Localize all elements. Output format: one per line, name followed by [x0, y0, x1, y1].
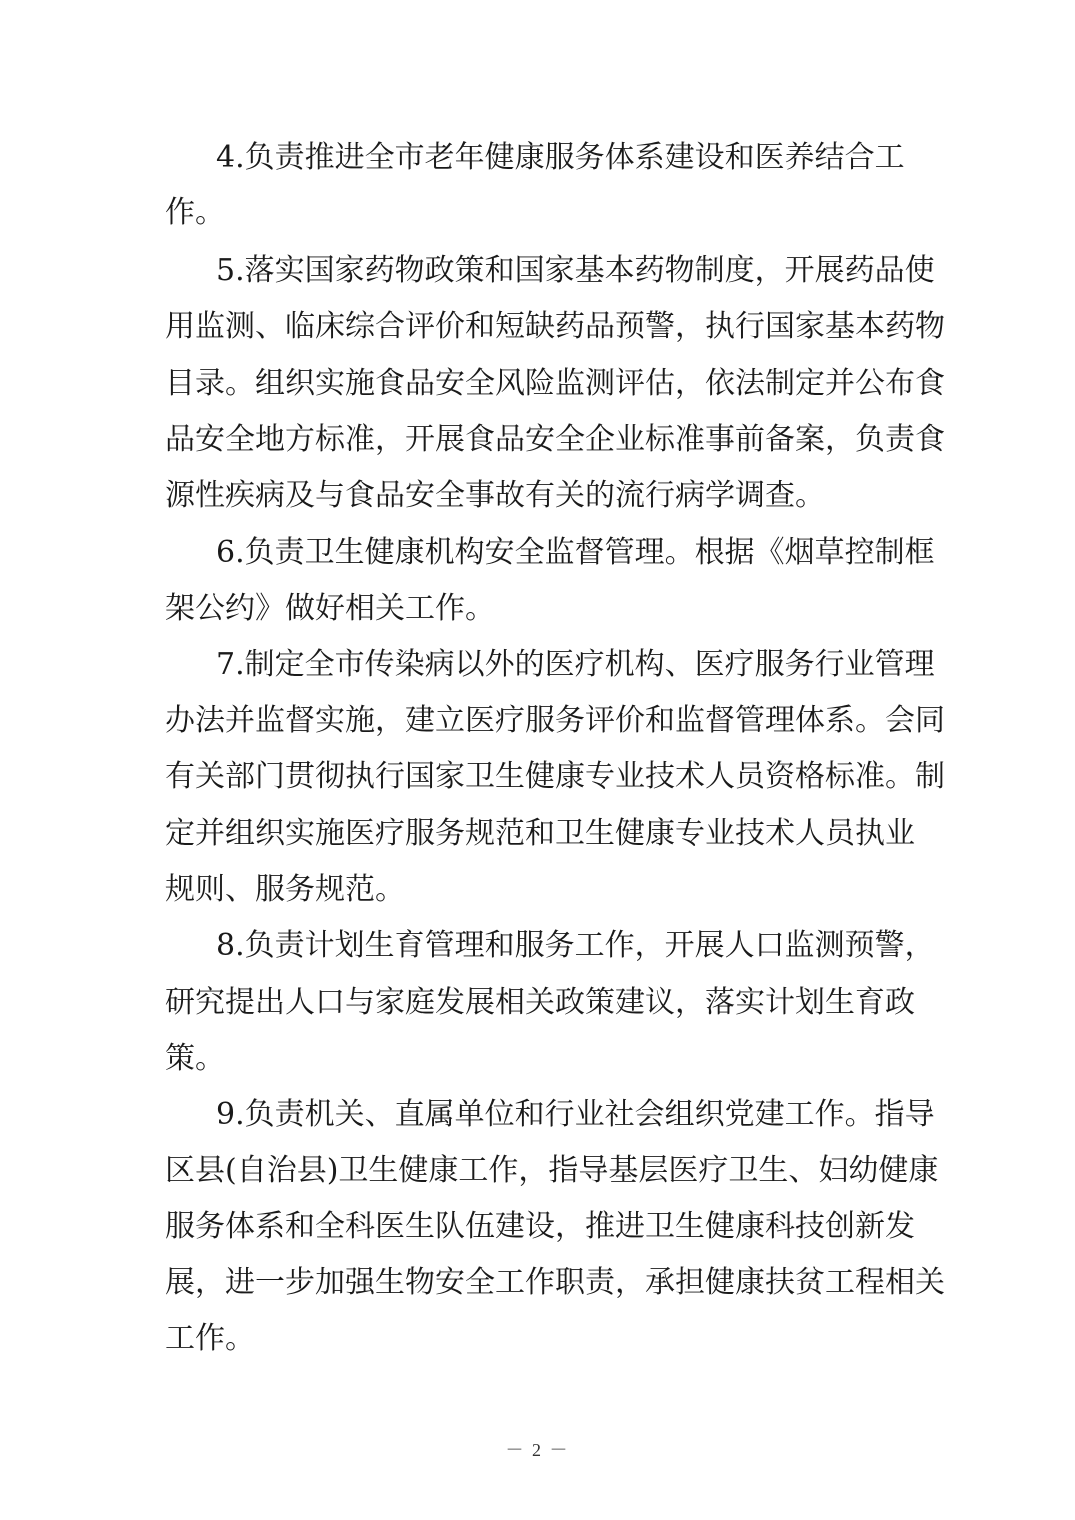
text-line: 有关部门贯彻执行国家卫生健康专业技术人员资格标准。制 — [165, 759, 945, 794]
text-line: 办法并监督实施，建立医疗服务评价和监督管理体系。会同 — [165, 703, 945, 738]
text-line: 8.负责计划生育管理和服务工作，开展人口监测预警， — [216, 928, 935, 963]
text-line: 4.负责推进全市老年健康服务体系建设和医养结合工 — [216, 140, 905, 175]
text-line: 用监测、临床综合评价和短缺药品预警，执行国家基本药物 — [165, 309, 945, 344]
text-line: 6.负责卫生健康机构安全监督管理。根据《烟草控制框 — [216, 535, 935, 570]
text-line: 5.落实国家药物政策和国家基本药物制度，开展药品使 — [216, 253, 935, 288]
text-line: 品安全地方标准，开展食品安全企业标准事前备案，负责食 — [165, 422, 945, 457]
text-line: 策。 — [165, 1041, 225, 1076]
text-line: 区县(自治县)卫生健康工作，指导基层医疗卫生、妇幼健康 — [165, 1153, 939, 1188]
text-line: 规则、服务规范。 — [165, 872, 405, 907]
text-line: 服务体系和全科医生队伍建设，推进卫生健康科技创新发 — [165, 1209, 915, 1244]
text-line: 作。 — [165, 195, 225, 230]
text-line: 定并组织实施医疗服务规范和卫生健康专业技术人员执业 — [165, 816, 915, 851]
text-line: 工作。 — [165, 1321, 255, 1356]
page-number: － 2 － — [505, 1440, 570, 1460]
text-line: 7.制定全市传染病以外的医疗机构、医疗服务行业管理 — [216, 647, 935, 682]
text-line: 架公约》做好相关工作。 — [165, 591, 495, 626]
text-line: 目录。组织实施食品安全风险监测评估，依法制定并公布食 — [165, 366, 945, 401]
text-line: 9.负责机关、直属单位和行业社会组织党建工作。指导 — [216, 1097, 935, 1132]
text-line: 源性疾病及与食品安全事故有关的流行病学调查。 — [165, 478, 825, 513]
text-line: 展，进一步加强生物安全工作职责，承担健康扶贫工程相关 — [165, 1265, 945, 1300]
text-line: 研究提出人口与家庭发展相关政策建议，落实计划生育政 — [165, 985, 915, 1020]
